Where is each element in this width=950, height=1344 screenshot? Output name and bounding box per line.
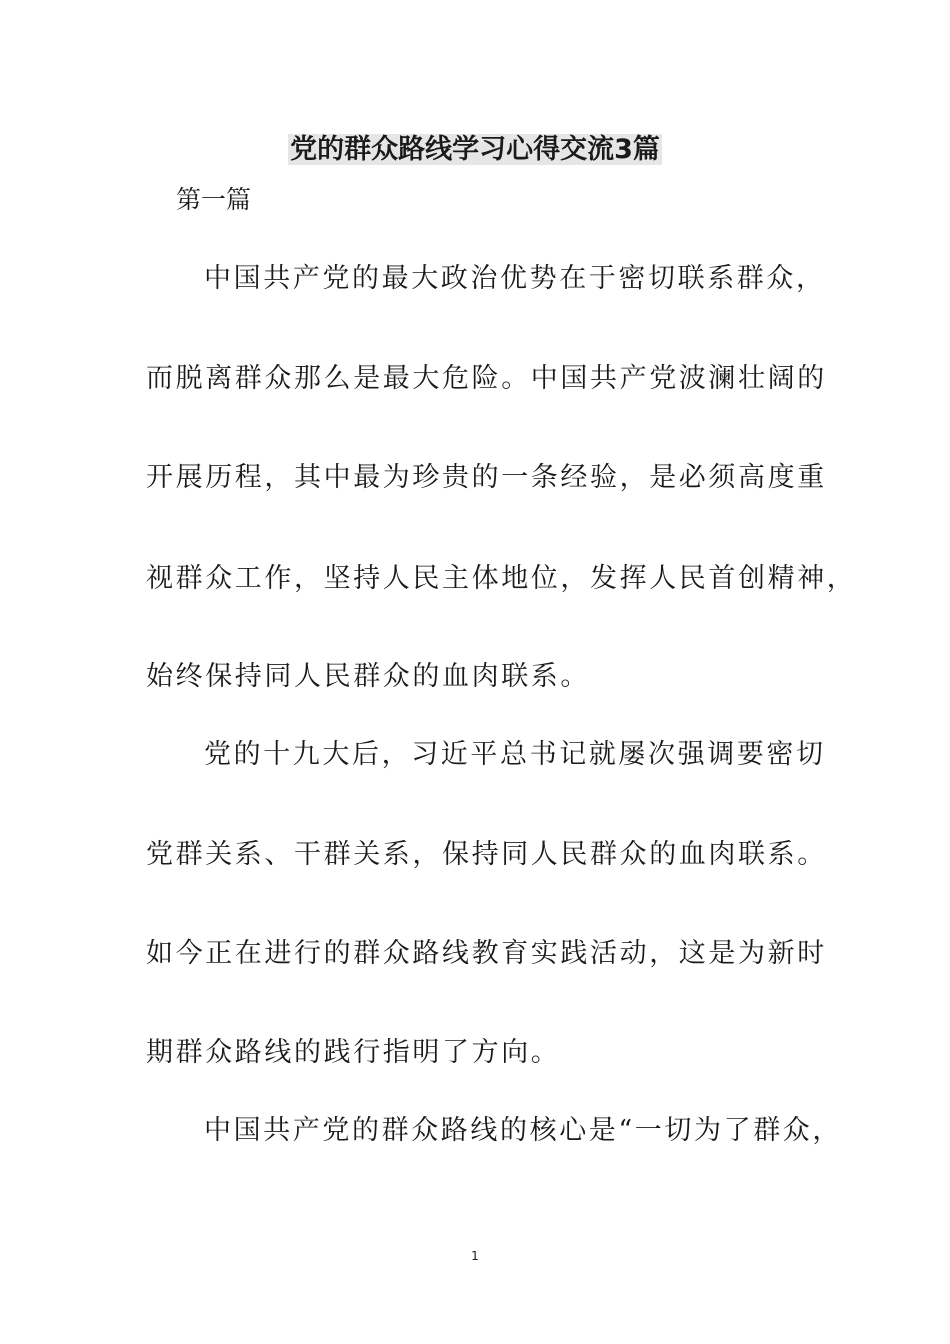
paragraph-2-line-4: 期群众路线的践行指明了方向。 [146, 1037, 561, 1068]
paragraph-3-line-1: 中国共产党的群众路线的核心是“一切为了群众， [204, 1115, 843, 1146]
section-label: 第一篇 [176, 185, 252, 214]
paragraph-1-line-5: 始终保持同人民群众的血肉联系。 [146, 661, 590, 692]
paragraph-1-line-1: 中国共产党的最大政治优势在于密切联系群众， [204, 263, 826, 294]
paragraph-1-line-4: 视群众工作，坚持人民主体地位，发挥人民首创精神， [146, 563, 857, 594]
paragraph-2-line-3: 如今正在进行的群众路线教育实践活动，这是为新时 [146, 938, 827, 969]
page-number: 1 [471, 1249, 479, 1263]
paragraph-2-line-2: 党群关系、干群关系，保持同人民群众的血肉联系。 [146, 839, 827, 870]
paragraph-1-line-2: 而脱离群众那么是最大危险。中国共产党波澜壮阔的 [146, 363, 827, 394]
paragraph-2-line-1: 党的十九大后，习近平总书记就屡次强调要密切 [204, 739, 826, 770]
document-title-text: 党的群众路线学习心得交流3篇 [290, 134, 660, 165]
document-title [0, 132, 950, 168]
paragraph-1-line-3: 开展历程，其中最为珍贵的一条经验，是必须高度重 [146, 462, 827, 493]
